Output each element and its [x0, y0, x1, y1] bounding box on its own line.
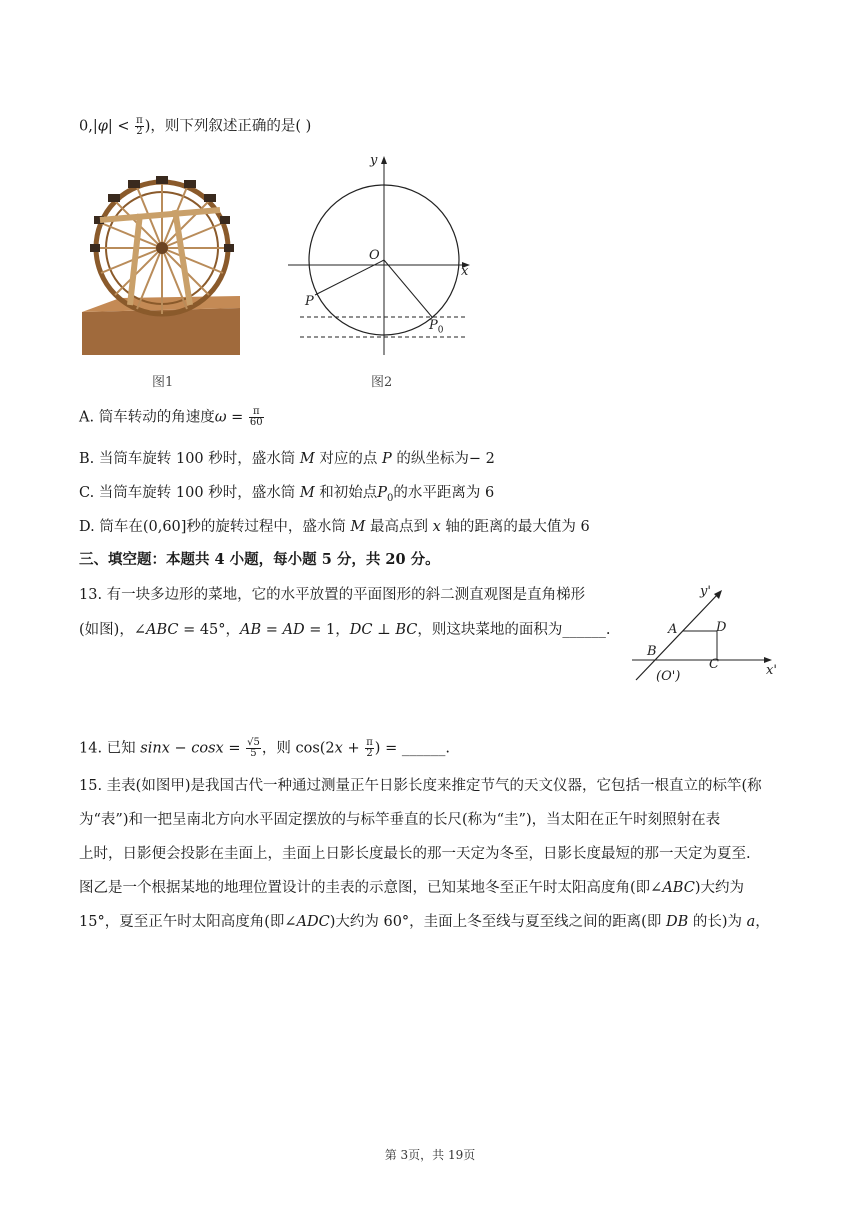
text-fragment: D. 筒车在(0,60]秒的旋转过程中，盛水筒 [79, 519, 351, 535]
var-p: P [381, 451, 392, 467]
var-x: x [432, 519, 441, 535]
question-14 [79, 738, 450, 759]
text-fragment: ⊥ [372, 622, 396, 638]
figure-2-point-p0-label [429, 318, 443, 336]
question-15-line-4 [79, 878, 744, 898]
q13-point-a-label: A [668, 622, 678, 637]
q13-point-d-label: D [716, 620, 727, 635]
text-fragment: (如图)，∠ [79, 622, 146, 638]
question-15-line-3: 上时，日影便会投影在圭面上，圭面上日影长度最长的那一天定为冬至，日影长度最短的那一天定为夏至. [79, 846, 751, 862]
text-fragment: = [261, 622, 283, 638]
text-fragment: ) = ______. [374, 740, 450, 757]
var-m: M [299, 485, 315, 501]
sinx-term: sinx [140, 740, 170, 757]
var-bc: BC [395, 622, 418, 638]
text-fragment: ，则 cos(2 [261, 740, 335, 757]
var-db: DB [665, 914, 689, 930]
option-b [79, 449, 495, 469]
fraction-denominator: 60 [249, 417, 263, 428]
fraction-denominator: 5 [250, 748, 257, 759]
var-m: M [299, 451, 315, 467]
fraction-numerator: π [136, 115, 143, 126]
figure-2-x-label: x [461, 264, 469, 279]
text-fragment: = [223, 740, 246, 757]
option-a [79, 407, 265, 428]
fraction-denominator: 2 [366, 748, 373, 759]
pi-over-60-fraction [249, 407, 264, 428]
var-x: x [334, 740, 343, 757]
var-ab: AB [240, 622, 262, 638]
q13-y-axis-label: y' [700, 584, 711, 599]
sqrt5-over-5-fraction [246, 738, 261, 759]
p0-subscript: 0 [437, 325, 444, 336]
text-fragment: 对应的点 [314, 451, 382, 467]
p0-letter: P [429, 318, 438, 333]
var-adc: ADC [296, 914, 330, 930]
figure-1-waterwheel-image [80, 170, 242, 355]
pi-over-2-fraction [135, 116, 144, 137]
fraction-numerator: √5 [247, 737, 260, 748]
q13-x-axis-label: x' [766, 663, 777, 678]
section-3-title: 三、填空题：本题共 4 小题，每小题 5 分，共 20 分。 [79, 551, 440, 568]
question-13-line-2 [79, 620, 611, 640]
text-fragment: B. 当筒车旋转 100 秒时，盛水筒 [79, 451, 300, 467]
fraction-denominator: 2 [136, 126, 143, 137]
text-fragment: )大约为 60°，圭面上冬至线与夏至线之间的距离(即 [329, 914, 666, 930]
var-abc: ABC [145, 622, 179, 638]
option-d [79, 517, 590, 537]
figure-1-caption: 图1 [152, 375, 174, 390]
text-fragment: 轴的距离的最大值为 6 [440, 519, 590, 535]
var-ad: AD [282, 622, 305, 638]
question-12-condition [79, 116, 311, 137]
text-fragment: ， [755, 914, 770, 930]
text-fragment: − [169, 740, 192, 757]
text-fragment: 最高点到 [365, 519, 433, 535]
text-fragment: 0,| [79, 118, 98, 135]
text-fragment: 的水平距离为 6 [393, 485, 495, 501]
var-dc: DC [349, 622, 373, 638]
subscript: 0 [387, 492, 394, 504]
text-fragment: = [226, 409, 248, 426]
question-15-line-1: 15. 圭表(如图甲)是我国古代一种通过测量正午日影长度来推定节气的天文仪器，它包括一根直立的标竿(称 [79, 778, 762, 794]
q13-origin-label: (O') [656, 669, 681, 684]
q13-point-b-label: B [647, 644, 657, 659]
text-fragment: 图乙是一个根据某地的地理位置设计的圭表的示意图，已知某地冬至正午时太阳高度角(即∠ [79, 880, 663, 896]
option-c [79, 483, 494, 509]
question-15-line-5 [79, 912, 770, 932]
q13-point-c-label: C [709, 657, 719, 672]
text-fragment: ，则这块菜地的面积为______. [417, 622, 611, 638]
figure-2-point-p-label: P [305, 294, 314, 309]
text-fragment: C. 当筒车旋转 100 秒时，盛水筒 [79, 485, 300, 501]
figure-2-caption: 图2 [371, 375, 393, 390]
text-fragment: = 45°， [178, 622, 241, 638]
question-15-line-2: 为“表”)和一把呈南北方向水平固定摆放的与标竿垂直的长尺(称为“圭”)，当太阳在正午时刻照射在表 [79, 812, 721, 828]
cosx-term: cosx [191, 740, 224, 757]
text-fragment: | < [107, 118, 135, 135]
omega-symbol: ω [214, 409, 227, 426]
var-p: P [377, 485, 388, 501]
pi-over-2-fraction [365, 738, 374, 759]
text-fragment: 14. 已知 [79, 740, 141, 757]
text-fragment: + [342, 740, 365, 757]
var-a: a [746, 914, 756, 930]
text-fragment: )，则下列叙述正确的是( ) [144, 118, 312, 135]
question-13-line-1: 13. 有一块多边形的菜地，它的水平放置的平面图形的斜二测直观图是直角梯形 [79, 587, 586, 603]
text-fragment: 的纵坐标为− 2 [391, 451, 495, 467]
var-abc: ABC [662, 880, 695, 896]
text-fragment: 的长)为 [688, 914, 747, 930]
figure-2-circle-diagram [280, 150, 480, 370]
text-fragment: )大约为 [694, 880, 744, 896]
figure-2-origin-label: O [369, 248, 380, 263]
fraction-numerator: π [249, 407, 264, 418]
fraction-numerator: π [366, 737, 373, 748]
phi-symbol: φ [97, 118, 108, 135]
text-fragment: A. 筒车转动的角速度 [79, 409, 215, 426]
text-fragment: = 1， [304, 622, 350, 638]
var-m: M [350, 519, 366, 535]
text-fragment: 和初始点 [314, 485, 378, 501]
figure-2-y-label: y [370, 153, 378, 168]
question-13-trapezoid-diagram [626, 584, 786, 684]
page-footer: 第 3页，共 19页 [384, 1148, 476, 1162]
text-fragment: 15°，夏至正午时太阳高度角(即∠ [79, 914, 297, 930]
